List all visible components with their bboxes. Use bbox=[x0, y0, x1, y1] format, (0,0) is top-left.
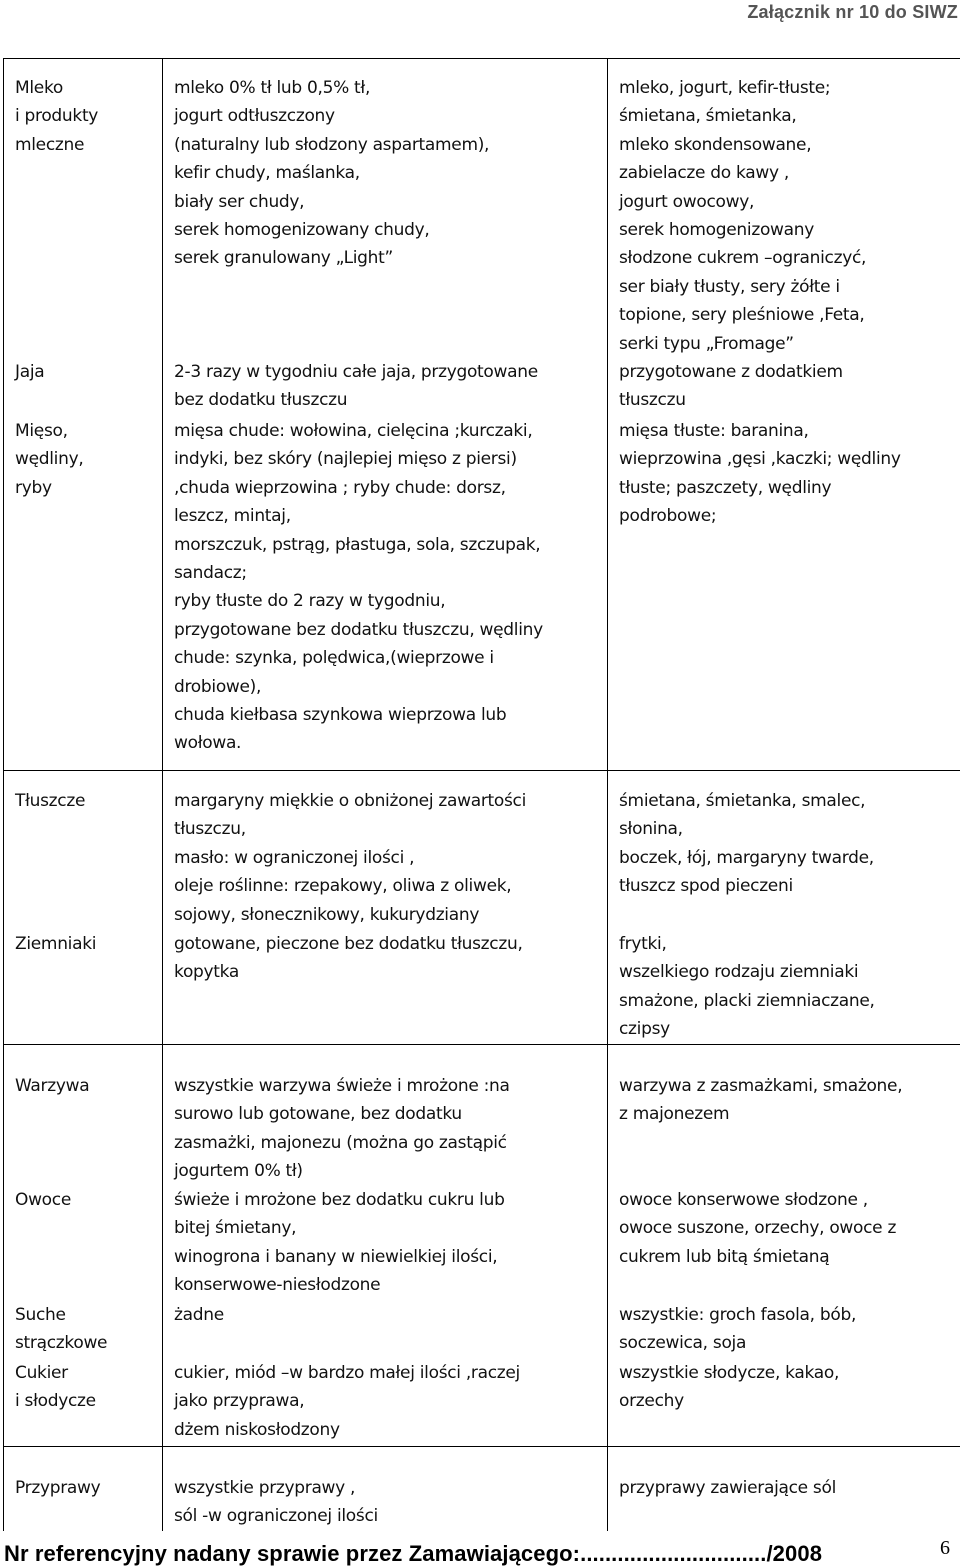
row-meat-avoid: mięsa tłuste: baranina, wieprzowina ,gęsi ,kaczki; wędliny tłuste; paszczety, wędliny podrobowe; bbox=[619, 421, 901, 527]
column-divider-2 bbox=[607, 58, 608, 1531]
row-divider-1 bbox=[3, 770, 960, 771]
row-dairy-recommended: mleko 0% tł lub 0,5% tł, jogurt odtłuszczony (naturalny lub słodzony aspartamem), kefir chudy, maślanka, biały ser chudy, serek homogenizowany chudy, serek granulowany „Light” bbox=[174, 78, 490, 269]
row-potatoes-avoid: frytki, wszelkiego rodzaju ziemniaki smażone, placki ziemniaczane, czipsy bbox=[619, 934, 875, 1040]
page-number: 6 bbox=[940, 1537, 950, 1559]
row-spices-avoid: przyprawy zawierające sól bbox=[619, 1478, 836, 1498]
row-fruit-recommended: świeże i mrożone bez dodatku cukru lub bitej śmietany, winogrona i banany w niewielkiej ilości, konserwowe-niesłodzone bbox=[174, 1190, 505, 1296]
row-sugar-category: Cukier i słodycze bbox=[15, 1363, 96, 1412]
row-eggs-avoid: przygotowane z dodatkiem tłuszczu bbox=[619, 362, 843, 411]
row-vegetables-avoid: warzywa z zasmażkami, smażone, z majonezem bbox=[619, 1076, 903, 1125]
row-eggs-category: Jaja bbox=[15, 362, 45, 382]
row-fruit-category: Owoce bbox=[15, 1190, 71, 1210]
row-legumes-avoid: wszystkie: groch fasola, bób, soczewica, soja bbox=[619, 1305, 857, 1354]
row-legumes-category: Suche strączkowe bbox=[15, 1305, 108, 1354]
row-spices-category: Przyprawy bbox=[15, 1478, 101, 1498]
row-dairy-category: Mleko i produkty mleczne bbox=[15, 78, 99, 155]
row-spices-recommended: wszystkie przyprawy , sól -w ograniczonej ilości bbox=[174, 1478, 378, 1527]
row-potatoes-recommended: gotowane, pieczone bez dodatku tłuszczu, kopytka bbox=[174, 934, 523, 983]
row-divider-3 bbox=[3, 1446, 960, 1447]
row-vegetables-category: Warzywa bbox=[15, 1076, 90, 1096]
row-sugar-avoid: wszystkie słodycze, kakao, orzechy bbox=[619, 1363, 840, 1412]
reference-number-footer: Nr referencyjny nadany sprawie przez Zamawiającego:............................../2008 bbox=[4, 1541, 823, 1566]
row-meat-recommended: mięsa chude: wołowina, cielęcina ;kurczaki, indyki, bez skóry (najlepiej mięso z piersi) ,chuda wieprzowina ; ryby chude: dorsz, leszcz, mintaj, morszczuk, pstrąg, płastuga, sola, szczupak, sandacz; ryby tłuste do 2 razy w tygodniu, przygotowane bez dodatku tłuszczu, wędliny chude: szynka, polędwica,(wieprzowe i drobiowe), chuda kiełbasa szynkowa wieprzowa lub wołowa. bbox=[174, 421, 543, 754]
row-fats-category: Tłuszcze bbox=[15, 791, 86, 811]
table-left-border bbox=[3, 58, 4, 1531]
row-fruit-avoid: owoce konserwowe słodzone , owoce suszone, orzechy, owoce z cukrem lub bitą śmietaną bbox=[619, 1190, 897, 1267]
attachment-header: Załącznik nr 10 do SIWZ bbox=[747, 2, 958, 22]
row-eggs-recommended: 2-3 razy w tygodniu całe jaja, przygotowane bez dodatku tłuszczu bbox=[174, 362, 538, 411]
row-potatoes-category: Ziemniaki bbox=[15, 934, 97, 954]
row-vegetables-recommended: wszystkie warzywa świeże i mrożone :na surowo lub gotowane, bez dodatku zasmażki, majonezu (można go zastąpić jogurtem 0% tł) bbox=[174, 1076, 510, 1182]
row-fats-avoid: śmietana, śmietanka, smalec, słonina, boczek, łój, margaryny twarde, tłuszcz spod pieczeni bbox=[619, 791, 874, 897]
row-dairy-avoid: mleko, jogurt, kefir-tłuste; śmietana, śmietanka, mleko skondensowane, zabielacze do kawy , jogurt owocowy, serek homogenizowany słodzone cukrem –ograniczyć, ser biały tłusty, sery żółte i topione, sery pleśniowe ,Feta, serki typu „Fromage” bbox=[619, 78, 867, 354]
row-legumes-recommended: żadne bbox=[174, 1305, 224, 1325]
row-divider-2 bbox=[3, 1044, 960, 1045]
table-top-border bbox=[3, 58, 960, 59]
row-fats-recommended: margaryny miękkie o obniżonej zawartości tłuszczu, masło: w ograniczonej ilości , oleje roślinne: rzepakowy, oliwa z oliwek, sojowy, słonecznikowy, kukurydziany bbox=[174, 791, 527, 925]
column-divider-1 bbox=[162, 58, 163, 1531]
row-sugar-recommended: cukier, miód –w bardzo małej ilości ,raczej jako przyprawa, dżem niskosłodzony bbox=[174, 1363, 520, 1440]
row-meat-category: Mięso, wędliny, ryby bbox=[15, 421, 84, 498]
